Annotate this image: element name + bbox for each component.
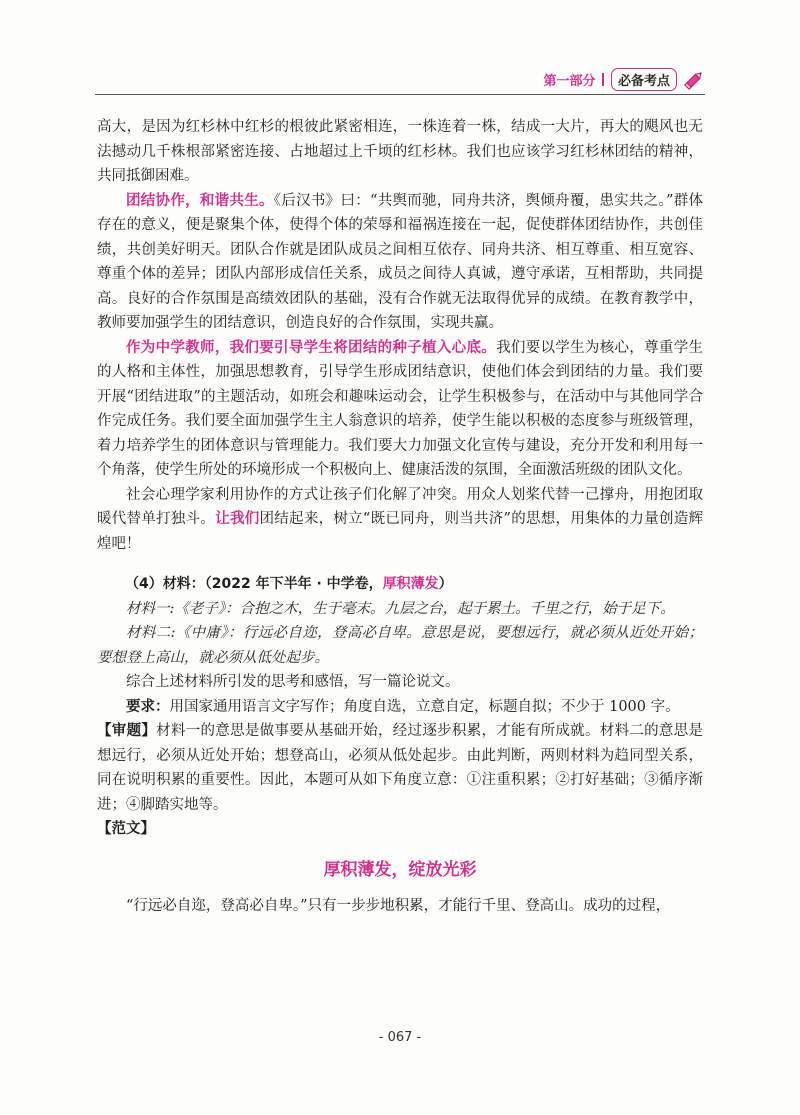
material-title-prefix: （4）材料：（2022 年下半年 · 中学卷，	[125, 576, 383, 592]
analysis-text: 材料一的意思是做事要从基础开始，经过逐步积累，才能有所成就。材料二的意思是想远行，必须从近处开始；想登高山，必须从低处起步。由此判断，两则材料为趋同型关系，同在说明积累的重要性。因此，本题可从如下角度立意：①注重积累；②打好基础；③循序渐进；④脚踏实地等。	[97, 723, 704, 813]
paragraph-2-text: 《后汉书》曰：“共舆而驰，同舟共济，舆倾舟覆，患实共之。”群体存在的意义，便是聚集个体，使得个体的荣辱和福祸连接在一起，促使群体团结协作，共创佳绩，共创美好明天。团队合作就是团队成员之间相互依存、同舟共济、相互尊重、相互宽容、尊重个体的差异；团队内部形成信任关系，成员之间待人真诚，遵守承诺，互相帮助，共同提高。良好的合作氛围是高绩效团队的基础，没有合作就无法取得优异的成绩。在教育教学中，教师要加强学生的团结意识，创造良好的合作氛围，实现共赢。	[97, 192, 703, 331]
sample-label: 【范文】	[97, 821, 155, 837]
pencil-icon	[683, 69, 705, 91]
material-title-highlight: 厚积薄发	[382, 576, 439, 592]
paragraph-3-text: 我们要以学生为核心，尊重学生的人格和主体性，加强思想教育，引导学生形成团结意识，使他们体会到团结的力量。我们要开展“团结进取”的主题活动，如班会和趣味运动会，让学生积极参与，在活动中与其他同学合作完成任务。我们要全面加强学生主人翁意识的培养，使学生能以积极的态度参与班级管理，着力培养学生的团体意识与管理能力。我们要大力加强文化宣传与建设，充分开发和利用每一个角落，使学生所处的环境形成一个积极向上、健康活泼的氛围，全面激活班级的团队文化。	[97, 339, 704, 478]
page-header	[95, 62, 705, 95]
material-2: 材料二:《中庸》：行远必自迩，登高必自卑。意思是说，要想远行，就必须从近处开始；要想登上高山，就必须从低处起步。	[97, 625, 703, 666]
analysis-label: 【审题】	[97, 723, 157, 739]
section-label: 必备考点	[611, 68, 677, 91]
requirement-label: 要求：	[126, 698, 170, 715]
sample-label-line	[97, 817, 703, 842]
requirement	[97, 695, 703, 720]
material-title	[97, 572, 703, 597]
paragraph-4	[97, 483, 703, 557]
separator	[602, 73, 604, 86]
requirement-text: 用国家通用语言文字写作；角度自选，立意自定，标题自拟；不少于 1000 字。	[169, 698, 680, 715]
highlight-unity: 团结协作，和谐共生。	[126, 192, 274, 209]
paragraph-4-pre: 社会心理学家利用协作的方式让孩子们化解了冲突。用众人划桨代替一己撑舟，用抱团取暖代替单打独斗。	[97, 486, 703, 527]
page-number: - 067 -	[378, 1030, 422, 1045]
paragraph-4-text: 团结起来，树立“既已同舟，则当共济”的思想，用集体的力量创造辉煌吧！	[97, 511, 704, 552]
part-label: 第一部分	[543, 74, 596, 89]
paragraph-2	[97, 189, 703, 336]
analysis	[97, 719, 703, 817]
page-content	[97, 115, 703, 919]
material-title-suffix: ）	[438, 576, 453, 592]
paragraph-3	[97, 336, 703, 483]
highlight-letus: 让我们	[215, 511, 260, 527]
material-prompt: 综合上述材料所引发的思考和感悟，写一篇论说文。	[126, 674, 460, 690]
material-1: 材料一:《老子》：合抱之木，生于毫末。九层之台，起于累土。千里之行，始于足下。	[126, 600, 675, 617]
highlight-teacher: 作为中学教师，我们要引导学生将团结的种子植入心底。	[126, 339, 497, 356]
essay-first-line: “行远必自迩，登高必自卑。”只有一步步地积累，才能行千里、登高山。成功的过程，	[126, 898, 671, 914]
essay-title: 厚积薄发，绽放光彩	[323, 859, 477, 880]
section-tag	[543, 68, 705, 91]
paragraph-1: 高大，是因为红杉林中红杉的根彼此紧密相连，一株连着一株，结成一大片，再大的飓风也无法撼动几千株根部紧密连接、占地超过上千顷的红杉林。我们也应该学习红杉林团结的精神，共同抵御困难。	[97, 119, 703, 184]
